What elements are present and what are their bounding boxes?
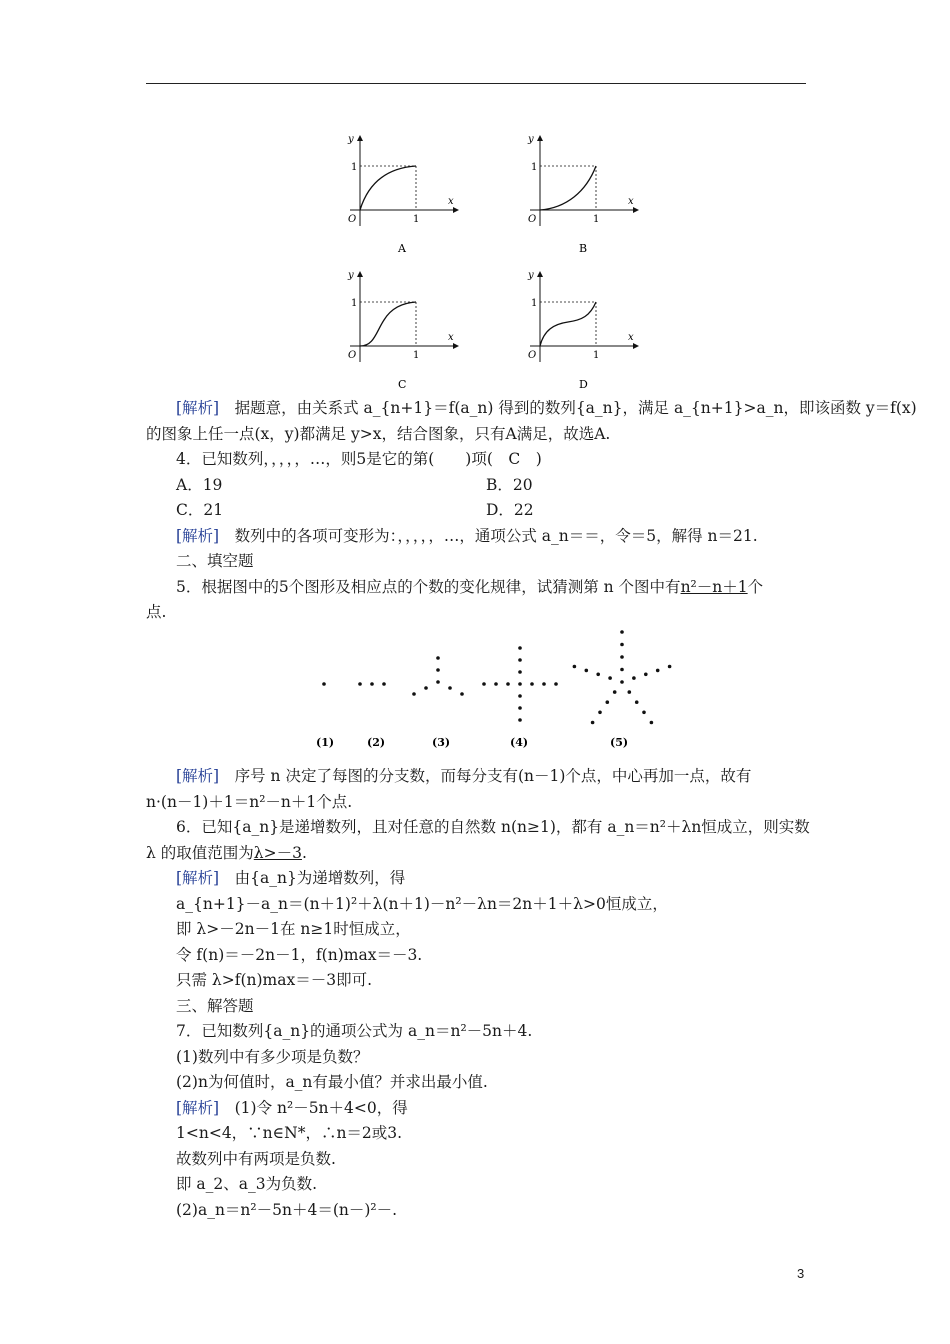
text-block-top <box>146 396 917 626</box>
text-line <box>146 790 810 816</box>
text-line <box>146 473 810 499</box>
tick-label: 1 <box>531 298 538 309</box>
analysis-tag: [解析] <box>176 767 220 785</box>
text-line <box>146 943 810 969</box>
line-text: 即 a_2、a_3为负数. <box>176 1175 318 1193</box>
tick-label: 1 <box>531 162 538 173</box>
text-line <box>146 600 810 626</box>
pattern-dot <box>620 655 624 659</box>
text-line <box>146 422 810 448</box>
text-line <box>146 841 810 867</box>
pattern-dot <box>542 682 546 686</box>
pattern-dot <box>632 676 636 680</box>
pattern-dot <box>642 711 646 715</box>
figure-label: (1) <box>316 736 335 749</box>
pattern-dot <box>436 656 440 660</box>
line-text: λ 的取值范围为 <box>146 843 254 862</box>
pattern-dot <box>635 700 639 704</box>
tick-label: 1 <box>593 214 600 225</box>
figure-label: (4) <box>510 736 529 749</box>
analysis-tag: [解析] <box>176 1098 220 1117</box>
text-line <box>146 994 810 1020</box>
text-line <box>146 498 810 524</box>
graph-caption: B <box>579 242 588 255</box>
line-text: (2)a_n＝n²－5n＋4＝(n－)²－. <box>176 1200 398 1219</box>
figure-label: (5) <box>610 736 629 749</box>
y-axis-label: y <box>348 270 354 281</box>
option-choice: D．22 <box>486 501 534 519</box>
pattern-dot <box>530 682 534 686</box>
pattern-dot <box>506 682 510 686</box>
pattern-dot <box>573 665 577 669</box>
page-number: 3 <box>797 1266 805 1281</box>
pattern-dot <box>436 668 440 672</box>
y-axis-label: y <box>528 270 534 281</box>
figure-label: (3) <box>432 736 451 749</box>
analysis-tag: [解析] <box>176 869 220 887</box>
line-text: 只需 λ>f(n)max＝－3即可. <box>176 971 373 989</box>
y-axis-label: y <box>348 134 354 145</box>
pattern-dot <box>591 721 595 725</box>
text-line <box>146 764 810 790</box>
function-graphs-figure <box>338 126 648 390</box>
line-text: 故数列中有两项是负数. <box>176 1149 336 1168</box>
pattern-dot <box>322 682 326 686</box>
line-text-tail: . <box>301 843 307 862</box>
origin-label: O <box>528 214 537 225</box>
origin-label: O <box>348 350 357 361</box>
origin-label: O <box>528 350 537 361</box>
text-line <box>146 866 810 892</box>
line-text: 4．已知数列，，，，，…，则5是它的第( )项( C ) <box>176 450 542 468</box>
line-text: (1)令 n²－5n＋4<0，得 <box>219 1098 408 1117</box>
line-text: 1<n<4，∵n∈N*，∴n＝2或3. <box>176 1124 403 1142</box>
pattern-dot <box>518 718 522 722</box>
pattern-dot <box>554 682 558 686</box>
line-text: 二、填空题 <box>176 552 254 570</box>
pattern-dot <box>494 682 498 686</box>
y-axis-label: y <box>528 134 534 145</box>
pattern-dot <box>436 680 440 684</box>
line-text: 令 f(n)＝－2n－1，f(n)max＝－3. <box>176 945 423 964</box>
option-choice: B．20 <box>486 475 533 494</box>
graph-caption: A <box>398 242 406 255</box>
pattern-dot <box>518 706 522 710</box>
pattern-dot <box>585 669 589 673</box>
pattern-dot <box>606 700 610 704</box>
line-text: 7．已知数列{a_n}的通项公式为 a_n＝n²－5n＋4. <box>176 1022 533 1040</box>
text-block-bottom <box>146 764 810 1223</box>
pattern-dot <box>482 682 486 686</box>
text-line <box>146 917 810 943</box>
line-text: (1)数列中有多少项是负数？ <box>176 1047 369 1066</box>
pattern-dot <box>412 692 416 696</box>
pattern-dot <box>613 690 617 694</box>
pattern-dot <box>620 668 624 672</box>
line-text: 点. <box>146 603 167 621</box>
tick-label: 1 <box>413 350 420 361</box>
line-text: 序号 n 决定了每图的分支数，而每分支有(n－1)个点，中心再加一点，故有 <box>219 767 752 785</box>
header-rule <box>146 83 806 84</box>
pattern-dot <box>448 686 452 690</box>
pattern-dot <box>668 665 672 669</box>
pattern-dot <box>358 682 362 686</box>
text-line <box>146 396 917 422</box>
line-text: 数列中的各项可变形为：，，，，，…，通项公式 a_n＝＝，令＝5，解得 n＝21. <box>219 526 758 545</box>
line-text: 的图象上任一点(x，y)都满足 y>x，结合图象，只有A满足，故选A. <box>146 424 611 443</box>
pattern-dot <box>424 686 428 690</box>
text-line <box>146 1096 810 1122</box>
dot-pattern-figure <box>300 630 680 754</box>
pattern-dot <box>518 646 522 650</box>
text-line <box>146 524 810 550</box>
x-axis-label: x <box>628 332 634 343</box>
text-line <box>146 575 810 601</box>
text-line <box>146 1147 810 1173</box>
text-line <box>146 968 810 994</box>
text-line <box>146 549 810 575</box>
line-text: n·(n－1)＋1＝n²－n＋1个点. <box>146 792 353 811</box>
analysis-tag: [解析] <box>176 526 220 545</box>
origin-label: O <box>348 214 357 225</box>
line-text: a_{n+1}－a_n＝(n＋1)²＋λ(n＋1)－n²－λn＝2n＋1＋λ>0恒成立， <box>176 894 668 913</box>
pattern-dot <box>370 682 374 686</box>
pattern-dot <box>518 670 522 674</box>
pattern-dot <box>656 669 660 673</box>
answer-underlined: n²－n＋1 <box>680 577 748 596</box>
pattern-dot <box>596 673 600 677</box>
x-axis-label: x <box>448 332 454 343</box>
pattern-dot <box>620 643 624 647</box>
line-text: (2)n为何值时，a_n有最小值？并求出最小值. <box>176 1073 488 1091</box>
tick-label: 1 <box>593 350 600 361</box>
pattern-dot <box>650 721 654 725</box>
graph-b <box>527 134 638 255</box>
graph-c <box>347 270 458 390</box>
tick-label: 1 <box>413 214 420 225</box>
line-text: 据题意，由关系式 a_{n+1}＝f(a_n) 得到的数列{a_n}，满足 a_{n+1}>a_n，即该函数 y＝f(x) <box>219 399 917 417</box>
pattern-dot <box>598 711 602 715</box>
line-text: 6．已知{a_n}是递增数列，且对任意的自然数 n(n≥1)，都有 a_n＝n²＋λn恒成立，则实数 <box>176 818 810 836</box>
tick-label: 1 <box>351 162 358 173</box>
analysis-tag: [解析] <box>176 399 220 417</box>
x-axis-label: x <box>448 196 454 207</box>
tick-label: 1 <box>351 298 358 309</box>
line-text-tail: 个 <box>747 577 764 596</box>
pattern-dot <box>518 658 522 662</box>
line-text: 即 λ>－2n－1在 n≥1时恒成立， <box>176 920 411 938</box>
graph-caption: D <box>579 378 588 390</box>
x-axis-label: x <box>628 196 634 207</box>
text-line <box>146 1045 810 1071</box>
option-choice: C．21 <box>176 501 224 519</box>
pattern-dot <box>644 673 648 677</box>
pattern-dot <box>620 630 624 634</box>
text-line <box>146 1070 810 1096</box>
line-text: 由{a_n}为递增数列，得 <box>219 869 406 887</box>
option-choice: A．19 <box>176 475 223 494</box>
line-text: 5．根据图中的5个图形及相应点的个数的变化规律，试猜测第 n 个图中有 <box>176 577 681 596</box>
pattern-dot <box>608 676 612 680</box>
pattern-dot <box>518 694 522 698</box>
pattern-dot <box>460 692 464 696</box>
pattern-dot <box>518 682 522 686</box>
text-line <box>146 1172 810 1198</box>
line-text: 三、解答题 <box>176 996 254 1015</box>
text-line <box>146 447 810 473</box>
answer-underlined: λ>－3 <box>253 843 302 862</box>
text-line <box>146 892 810 918</box>
pattern-dot <box>628 690 632 694</box>
text-line <box>146 815 810 841</box>
graph-a <box>347 134 458 255</box>
text-line <box>146 1019 810 1045</box>
graph-caption: C <box>398 378 407 390</box>
text-line <box>146 1198 810 1224</box>
pattern-dot <box>620 680 624 684</box>
graph-d <box>527 270 638 390</box>
text-line <box>146 1121 810 1147</box>
pattern-dot <box>382 682 386 686</box>
figure-label: (2) <box>367 736 386 749</box>
